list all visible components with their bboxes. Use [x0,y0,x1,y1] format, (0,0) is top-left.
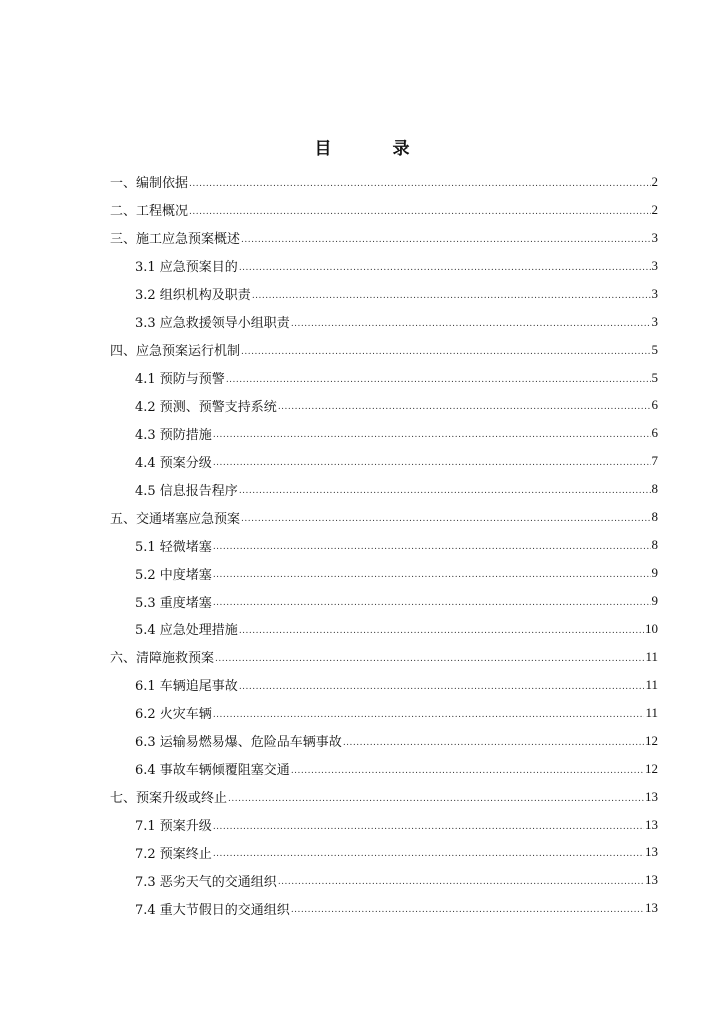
toc-subsection-entry[interactable] [0,894,724,922]
toc-dot-leader [189,179,650,189]
toc-page-number: 3 [651,257,658,273]
toc-page-number: 13 [645,844,658,860]
toc-subsection-entry[interactable] [0,559,724,587]
toc-entry-label: 7.4 重大节假日的交通组织 [135,902,290,918]
toc-entry-label: 3.3 应急救援领导小组职责 [135,316,290,332]
toc-entry-label: 5.4 应急处理措施 [135,623,238,639]
toc-dot-leader [213,570,651,580]
toc-page-number: 11 [645,704,658,720]
toc-dot-leader [189,207,650,217]
toc-subsection-entry[interactable] [0,308,724,336]
toc-entry-label: 五、交通堵塞应急预案 [110,511,241,527]
toc-subsection-entry[interactable] [0,447,724,475]
toc-dot-leader [343,738,644,748]
toc-entry-label: 六、清障施救预案 [110,651,215,667]
toc-page-number: 3 [651,285,658,301]
toc-subsection-entry[interactable] [0,280,724,308]
toc-subsection-entry[interactable] [0,866,724,894]
toc-page-number: 6 [651,397,658,413]
toc-dot-leader [239,263,651,273]
toc-entry-label: 二、工程概况 [110,204,189,220]
toc-entry-label: 6.1 车辆追尾事故 [135,679,238,695]
toc-page-number: 13 [645,788,658,804]
toc-section-entry[interactable] [0,336,724,364]
toc-section-entry[interactable] [0,783,724,811]
toc-dot-leader [252,291,651,301]
toc-page-number: 2 [651,173,658,189]
toc-subsection-entry[interactable] [0,475,724,503]
toc-dot-leader [213,849,644,859]
toc-page-number: 9 [651,565,658,581]
toc-page-number: 12 [645,760,658,776]
toc-entry-label: 七、预案升级或终止 [110,791,228,807]
toc-subsection-entry[interactable] [0,755,724,783]
toc-entry-label: 5.2 中度堵塞 [135,567,212,583]
toc-entry-label: 3.1 应急预案目的 [135,260,238,276]
toc-section-entry[interactable] [0,168,724,196]
toc-page-number: 10 [645,620,658,636]
toc-subsection-entry[interactable] [0,531,724,559]
toc-dot-leader [213,542,651,552]
toc-dot-leader [213,822,644,832]
toc-entry-label: 四、应急预案运行机制 [110,344,241,360]
toc-page-number: 11 [645,676,658,692]
toc-page-number: 3 [651,229,658,245]
toc-dot-leader [239,682,645,692]
toc-entry-label: 4.5 信息报告程序 [135,483,238,499]
toc-entry-label: 4.3 预防措施 [135,427,212,443]
toc-dot-leader [213,598,651,608]
toc-entry-label: 7.3 恶劣天气的交通组织 [135,874,277,890]
toc-entry-label: 4.4 预案分级 [135,455,212,471]
toc-page-number: 6 [651,425,658,441]
toc-page-number: 3 [651,313,658,329]
toc-dot-leader [239,626,644,636]
toc-page-number: 11 [645,648,658,664]
toc-dot-leader [278,877,644,887]
toc-subsection-entry[interactable] [0,419,724,447]
toc-page-number: 13 [645,816,658,832]
toc-entry-label: 6.2 火灾车辆 [135,707,212,723]
toc-dot-leader [241,235,650,245]
toc-entry-label: 三、施工应急预案概述 [110,232,241,248]
toc-dot-leader [239,486,651,496]
toc-section-entry[interactable] [0,224,724,252]
toc-dot-leader [226,375,651,385]
toc-dot-leader [213,710,645,720]
toc-page-number: 13 [645,900,658,916]
toc-subsection-entry[interactable] [0,811,724,839]
toc-subsection-entry[interactable] [0,839,724,867]
toc-entry-label: 6.4 事故车辆倾覆阻塞交通 [135,763,290,779]
toc-section-entry[interactable] [0,503,724,531]
toc-page-number: 5 [651,341,658,357]
toc-page-number: 9 [651,593,658,609]
toc-entry-label: 4.1 预防与预警 [135,372,225,388]
toc-entry-label: 5.1 轻微堵塞 [135,539,212,555]
toc-page-number: 2 [651,201,658,217]
toc-page-number: 8 [651,481,658,497]
toc-dot-leader [278,402,651,412]
toc-dot-leader [291,905,644,915]
toc-entry-label: 7.1 预案升级 [135,819,212,835]
toc-subsection-entry[interactable] [0,671,724,699]
toc-dot-leader [291,319,651,329]
toc-section-entry[interactable] [0,196,724,224]
toc-subsection-entry[interactable] [0,727,724,755]
toc-dot-leader [241,347,650,357]
toc-entry-label: 7.2 预案终止 [135,846,212,862]
toc-dot-leader [213,458,651,468]
toc-entry-label: 4.2 预测、预警支持系统 [135,399,277,415]
toc-dot-leader [291,766,644,776]
toc-title: 目 录 [314,139,432,159]
toc-page-number: 8 [651,509,658,525]
toc-dot-leader [215,654,644,664]
toc-entry-label: 一、编制依据 [110,176,189,192]
toc-subsection-entry[interactable] [0,252,724,280]
toc-subsection-entry[interactable] [0,699,724,727]
toc-entry-label: 6.3 运输易燃易爆、危险品车辆事故 [135,735,342,751]
toc-section-entry[interactable] [0,643,724,671]
toc-entry-label: 3.2 组织机构及职责 [135,288,251,304]
toc-page-number: 12 [645,732,658,748]
toc-page-number: 8 [651,537,658,553]
toc-list [0,168,724,922]
toc-dot-leader [213,430,651,440]
toc-dot-leader [241,514,650,524]
toc-page-number: 13 [645,872,658,888]
toc-subsection-entry[interactable] [0,587,724,615]
toc-subsection-entry[interactable] [0,392,724,420]
toc-dot-leader [228,794,644,804]
toc-page-number: 7 [651,453,658,469]
toc-subsection-entry[interactable] [0,615,724,643]
toc-entry-label: 5.3 重度堵塞 [135,595,212,611]
toc-page-number: 5 [651,369,658,385]
toc-subsection-entry[interactable] [0,364,724,392]
